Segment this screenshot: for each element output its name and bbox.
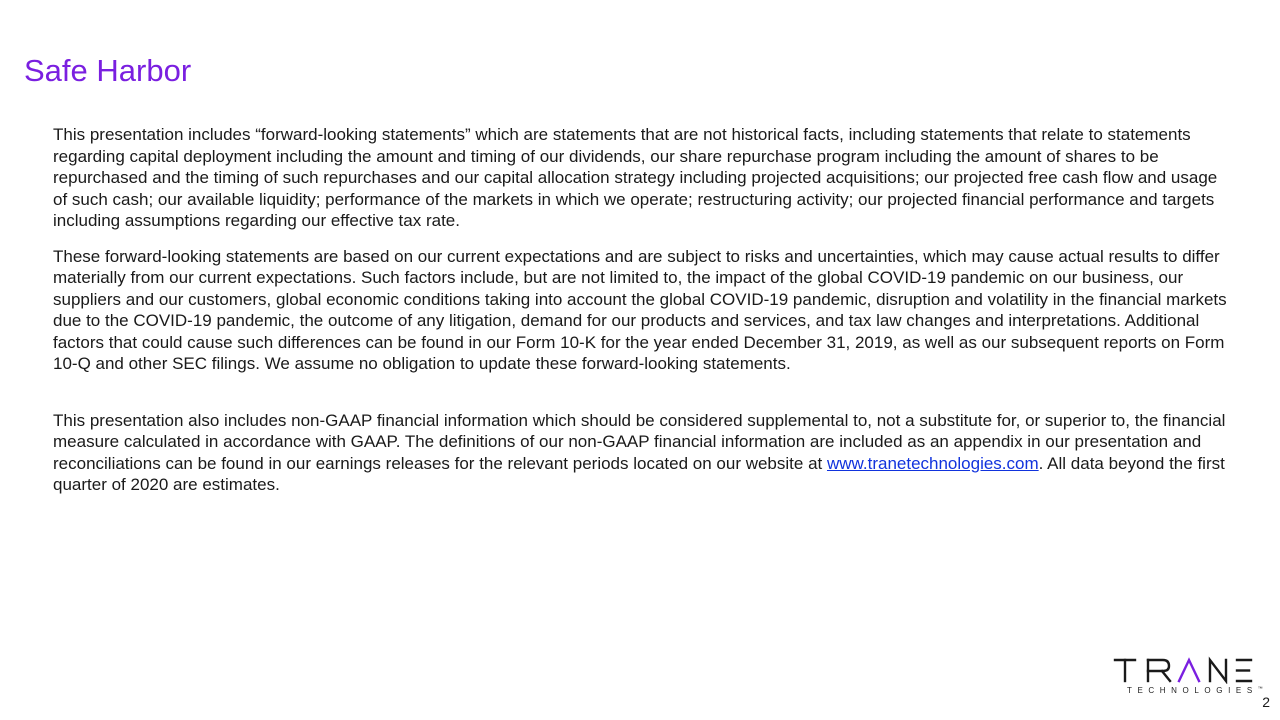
trane-wordmark-logo bbox=[1113, 656, 1253, 684]
paragraph-forward-looking: This presentation includes “forward-looking statements” which are statements that are not historical facts, including statements that relate to statements regarding capital deployment including the amount and timing of our dividends, our share repurchase program including the amount of shares to be repurchased and the timing of such repurchases and our capital allocation strategy including projected acquisitions; our projected free cash flow and usage of such cash; our available liquidity; performance of the markets in which we operate; restructuring activity; our projected financial performance and targets including assumptions regarding our effective tax rate. bbox=[53, 125, 1218, 230]
paragraph-non-gaap bbox=[53, 410, 1228, 496]
logo-subtext bbox=[1127, 686, 1263, 695]
disclaimer-body bbox=[53, 124, 1228, 496]
paragraph-non-gaap-text: This presentation also includes non-GAAP financial information which should be considered supplemental to, not a substitute for, or superior to, the financial measure calculated in accordance with GAAP. The definitions of our non-GAAP financial information are included as an appendix in our presentation and reconciliations can be found in our earnings releases for the relevant periods located on our website at bbox=[53, 410, 1226, 473]
logo-subtext-label: TECHNOLOGIES bbox=[1127, 686, 1258, 695]
paragraph-non-gaap-end: . All data beyond the first quarter of 2020 are estimates. bbox=[53, 453, 1225, 494]
trademark-symbol: ™ bbox=[1257, 686, 1263, 692]
slide-title: Safe Harbor bbox=[24, 53, 192, 88]
paragraph-risks: These forward-looking statements are based on our current expectations and are subject to risks and uncertainties, which may cause actual results to differ materially from our current expectations. Such factors include, but are not limited to, the impact of the global COVID-19 pandemic on our business, our suppliers and our customers, global economic conditions taking into account the global COVID-19 pandemic, disruption and volatility in the financial markets due to the COVID-19 pandemic, the outcome of any litigation, demand for our products and services, and tax law changes and interpretations. Additional factors that could cause such differences can be found in our Form 10-K for the year ended December 31, 2019, as well as our subsequent reports on Form 10-Q and other SEC filings. We assume no obligation to update these forward-looking statements. bbox=[53, 246, 1227, 373]
website-link[interactable]: www.tranetechnologies.com bbox=[826, 453, 1039, 473]
page-number: 2 bbox=[1262, 694, 1270, 710]
trane-technologies-logo bbox=[1113, 656, 1263, 698]
